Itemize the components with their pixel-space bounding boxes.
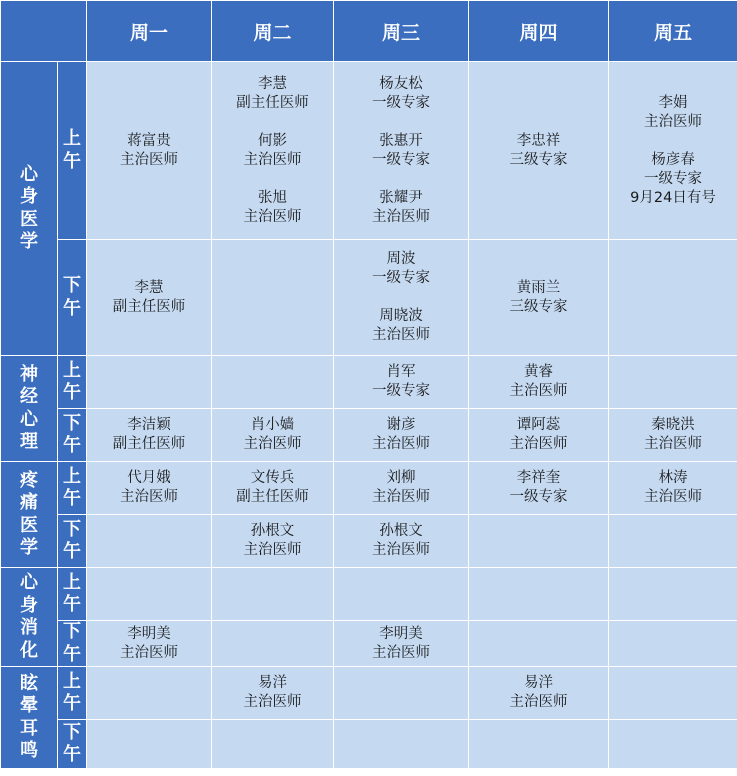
- doctor-title: 副主任医师: [112, 298, 186, 315]
- doctor-entry: [609, 416, 737, 454]
- doctor-entry: [87, 132, 211, 170]
- day-header: 周一: [87, 1, 212, 62]
- doctor-title: 主治医师: [644, 436, 702, 452]
- department-label: [1, 356, 58, 462]
- doctor-entry: [87, 279, 211, 317]
- schedule-cell: [609, 568, 737, 621]
- half-day-label: [58, 515, 87, 568]
- doctor-name: 李洁颖: [127, 417, 171, 433]
- doctor-entry: [334, 75, 468, 113]
- doctor-title: 副主任医师: [236, 94, 309, 111]
- doctor-entry: [469, 279, 608, 317]
- schedule-cell: [212, 621, 334, 667]
- doctor-entry: [334, 625, 468, 663]
- schedule-cell: [609, 409, 737, 462]
- doctor-title: 主治医师: [372, 208, 430, 225]
- doctor-name: 李明美: [127, 625, 171, 642]
- schedule-cell: [87, 356, 212, 409]
- doctor-entry: [334, 250, 468, 288]
- doctor-entry: [212, 416, 333, 454]
- doctor-title: 主治医师: [372, 489, 430, 505]
- doctor-entry: [469, 416, 608, 454]
- schedule-row: [1, 515, 737, 568]
- doctor-title: 一级专家: [372, 94, 430, 111]
- day-header: 周三: [334, 1, 469, 62]
- schedule-cell: [609, 62, 737, 240]
- doctor-name: 杨友松: [379, 75, 423, 92]
- doctor-title: 副主任医师: [236, 489, 309, 505]
- doctor-title: 主治医师: [509, 383, 568, 399]
- doctor-title: 主治医师: [372, 542, 430, 558]
- half-day-label: [58, 667, 87, 720]
- doctor-title: 三级专家: [509, 298, 568, 315]
- doctor-name: 易洋: [524, 675, 553, 691]
- schedule-cell: [334, 356, 469, 409]
- doctor-entry: [212, 674, 333, 712]
- doctor-entry: [334, 307, 468, 345]
- doctor-name: 孙根文: [250, 523, 295, 539]
- schedule-cell: [334, 62, 469, 240]
- doctor-title: 一级专家: [644, 170, 702, 187]
- doctor-name: 林涛: [658, 470, 688, 486]
- half-day-text: 上午: [63, 359, 81, 403]
- doctor-entry: [609, 469, 737, 507]
- schedule-cell: [469, 356, 609, 409]
- doctor-name: 易洋: [258, 675, 287, 691]
- half-day-label: [58, 568, 87, 621]
- schedule-cell: [469, 720, 609, 769]
- doctor-name: 张旭: [258, 189, 287, 206]
- doctor-title: 主治医师: [372, 327, 430, 343]
- schedule-cell: [87, 462, 212, 515]
- schedule-cell: [609, 667, 737, 720]
- doctor-title: 一级专家: [509, 489, 568, 505]
- doctor-title: 一级专家: [372, 270, 430, 286]
- schedule-cell: [212, 356, 334, 409]
- schedule-cell: [334, 462, 469, 515]
- schedule-row: [1, 667, 737, 720]
- schedule-cell: [609, 240, 737, 356]
- day-header: 周二: [212, 1, 334, 62]
- doctor-title: 主治医师: [243, 208, 302, 225]
- doctor-name: 李慧: [134, 279, 164, 296]
- doctor-title: 一级专家: [372, 151, 430, 168]
- doctor-name: 刘柳: [386, 470, 416, 486]
- header-row: [1, 1, 737, 62]
- doctor-entry: [87, 469, 211, 507]
- schedule-cell: [609, 462, 737, 515]
- schedule-cell: [212, 667, 334, 720]
- schedule-cell: [469, 62, 609, 240]
- doctor-name: 肖军: [386, 364, 416, 380]
- doctor-entry: [334, 522, 468, 560]
- doctor-title: 主治医师: [372, 436, 430, 452]
- doctor-entry: [334, 189, 468, 227]
- half-day-label: [58, 720, 87, 769]
- half-day-label: [58, 621, 87, 667]
- schedule-cell: [212, 409, 334, 462]
- half-day-label: [58, 356, 87, 409]
- doctor-title: 主治医师: [372, 644, 430, 661]
- doctor-entry: [212, 522, 333, 560]
- doctor-title: 主治医师: [120, 489, 178, 505]
- half-day-text: 上午: [63, 128, 81, 172]
- schedule-row: [1, 356, 737, 409]
- doctor-name: 张耀尹: [379, 189, 423, 206]
- half-day-label: [58, 62, 87, 240]
- schedule-cell: [609, 515, 737, 568]
- doctor-title: 主治医师: [120, 151, 178, 168]
- doctor-name: 李明美: [379, 625, 423, 642]
- doctor-entry: [469, 363, 608, 401]
- department-label: [1, 462, 58, 568]
- schedule-cell: [334, 667, 469, 720]
- department-label: [1, 568, 58, 667]
- schedule-cell: [469, 667, 609, 720]
- schedule-cell: [469, 515, 609, 568]
- half-day-label: [58, 462, 87, 515]
- doctor-title: 主治医师: [243, 542, 302, 558]
- doctor-entry: [212, 469, 333, 507]
- schedule-row: [1, 621, 737, 667]
- department-label: [1, 62, 58, 356]
- doctor-entry: [469, 132, 608, 170]
- half-day-label: [58, 409, 87, 462]
- department-name: 心身医学: [20, 163, 38, 252]
- doctor-entry: [334, 363, 468, 401]
- schedule-cell: [609, 720, 737, 769]
- half-day-text: 上午: [63, 465, 81, 509]
- schedule-cell: [212, 720, 334, 769]
- doctor-entry: [609, 151, 737, 208]
- doctor-entry: [87, 416, 211, 454]
- schedule-cell: [469, 409, 609, 462]
- doctor-title: 主治医师: [243, 151, 302, 168]
- schedule-cell: [334, 515, 469, 568]
- schedule-cell: [469, 621, 609, 667]
- doctor-title: 三级专家: [509, 151, 568, 168]
- schedule-cell: [469, 240, 609, 356]
- half-day-text: 下午: [63, 518, 81, 562]
- schedule-cell: [609, 621, 737, 667]
- half-day-label: [58, 240, 87, 356]
- doctor-name: 周波: [386, 251, 416, 267]
- schedule-cell: [212, 462, 334, 515]
- schedule-cell: [87, 667, 212, 720]
- doctor-title: 主治医师: [120, 644, 178, 661]
- doctor-name: 杨彦春: [651, 151, 695, 168]
- schedule-cell: [469, 568, 609, 621]
- schedule-cell: [334, 720, 469, 769]
- schedule-cell: [87, 409, 212, 462]
- schedule-row: [1, 568, 737, 621]
- doctor-entry: [212, 189, 333, 227]
- department-label: [1, 667, 58, 769]
- schedule-row: [1, 240, 737, 356]
- doctor-note: 9月24日有号: [630, 189, 716, 206]
- doctor-entry: [334, 469, 468, 507]
- doctor-title: 主治医师: [243, 436, 302, 452]
- half-day-text: 下午: [63, 275, 81, 319]
- doctor-entry: [469, 674, 608, 712]
- doctor-name: 蒋富贵: [127, 132, 171, 149]
- doctor-entry: [212, 132, 333, 170]
- doctor-entry: [87, 625, 211, 663]
- schedule-cell: [87, 515, 212, 568]
- half-day-text: 上午: [63, 670, 81, 714]
- doctor-name: 黄睿: [524, 364, 553, 380]
- doctor-title: 主治医师: [509, 436, 568, 452]
- doctor-entry: [334, 416, 468, 454]
- doctor-name: 肖小嫱: [250, 417, 295, 433]
- schedule-cell: [212, 240, 334, 356]
- department-name: 心身消化: [20, 572, 38, 661]
- doctor-entry: [469, 469, 608, 507]
- half-day-text: 下午: [63, 721, 81, 765]
- schedule-cell: [212, 568, 334, 621]
- doctor-name: 李忠祥: [516, 132, 561, 149]
- corner-cell: [1, 1, 87, 62]
- schedule-cell: [212, 62, 334, 240]
- doctor-name: 李娟: [658, 94, 688, 111]
- department-name: 眩晕耳鸣: [20, 672, 38, 761]
- schedule-cell: [212, 515, 334, 568]
- schedule-cell: [334, 568, 469, 621]
- doctor-name: 文传兵: [250, 470, 295, 486]
- schedule-row: [1, 462, 737, 515]
- doctor-title: 主治医师: [644, 113, 702, 130]
- doctor-name: 何影: [258, 132, 287, 149]
- schedule-cell: [334, 409, 469, 462]
- doctor-title: 副主任医师: [112, 436, 186, 452]
- schedule-cell: [87, 240, 212, 356]
- half-day-text: 上午: [63, 571, 81, 615]
- schedule-cell: [334, 240, 469, 356]
- doctor-name: 谭阿蕊: [516, 417, 561, 433]
- schedule-cell: [87, 720, 212, 769]
- schedule-body: [1, 62, 737, 769]
- doctor-title: 主治医师: [243, 694, 302, 710]
- schedule-cell: [87, 621, 212, 667]
- doctor-name: 孙根文: [379, 523, 423, 539]
- doctor-name: 黄雨兰: [516, 279, 561, 296]
- half-day-text: 下午: [63, 621, 81, 665]
- doctor-name: 张惠开: [379, 132, 423, 149]
- schedule-row: [1, 409, 737, 462]
- doctor-entry: [212, 75, 333, 113]
- doctor-name: 李祥奎: [516, 470, 561, 486]
- doctor-entry: [609, 94, 737, 132]
- department-name: 疼痛医学: [20, 469, 38, 558]
- schedule-cell: [87, 62, 212, 240]
- doctor-name: 谢彦: [386, 417, 416, 433]
- half-day-text: 下午: [63, 412, 81, 456]
- schedule-row: [1, 62, 737, 240]
- doctor-name: 秦晓洪: [651, 417, 695, 433]
- day-header: 周五: [609, 1, 737, 62]
- schedule-cell: [469, 462, 609, 515]
- schedule-cell: [334, 621, 469, 667]
- day-header: 周四: [469, 1, 609, 62]
- doctor-title: 主治医师: [509, 694, 568, 710]
- doctor-entry: [334, 132, 468, 170]
- doctor-title: 主治医师: [644, 489, 702, 505]
- doctor-name: 周晓波: [379, 308, 423, 324]
- schedule-cell: [87, 568, 212, 621]
- doctor-name: 李慧: [258, 75, 287, 92]
- department-name: 神经心理: [20, 363, 38, 452]
- schedule-cell: [609, 356, 737, 409]
- doctor-name: 代月娥: [127, 470, 171, 486]
- doctor-title: 一级专家: [372, 383, 430, 399]
- schedule-row: [1, 720, 737, 769]
